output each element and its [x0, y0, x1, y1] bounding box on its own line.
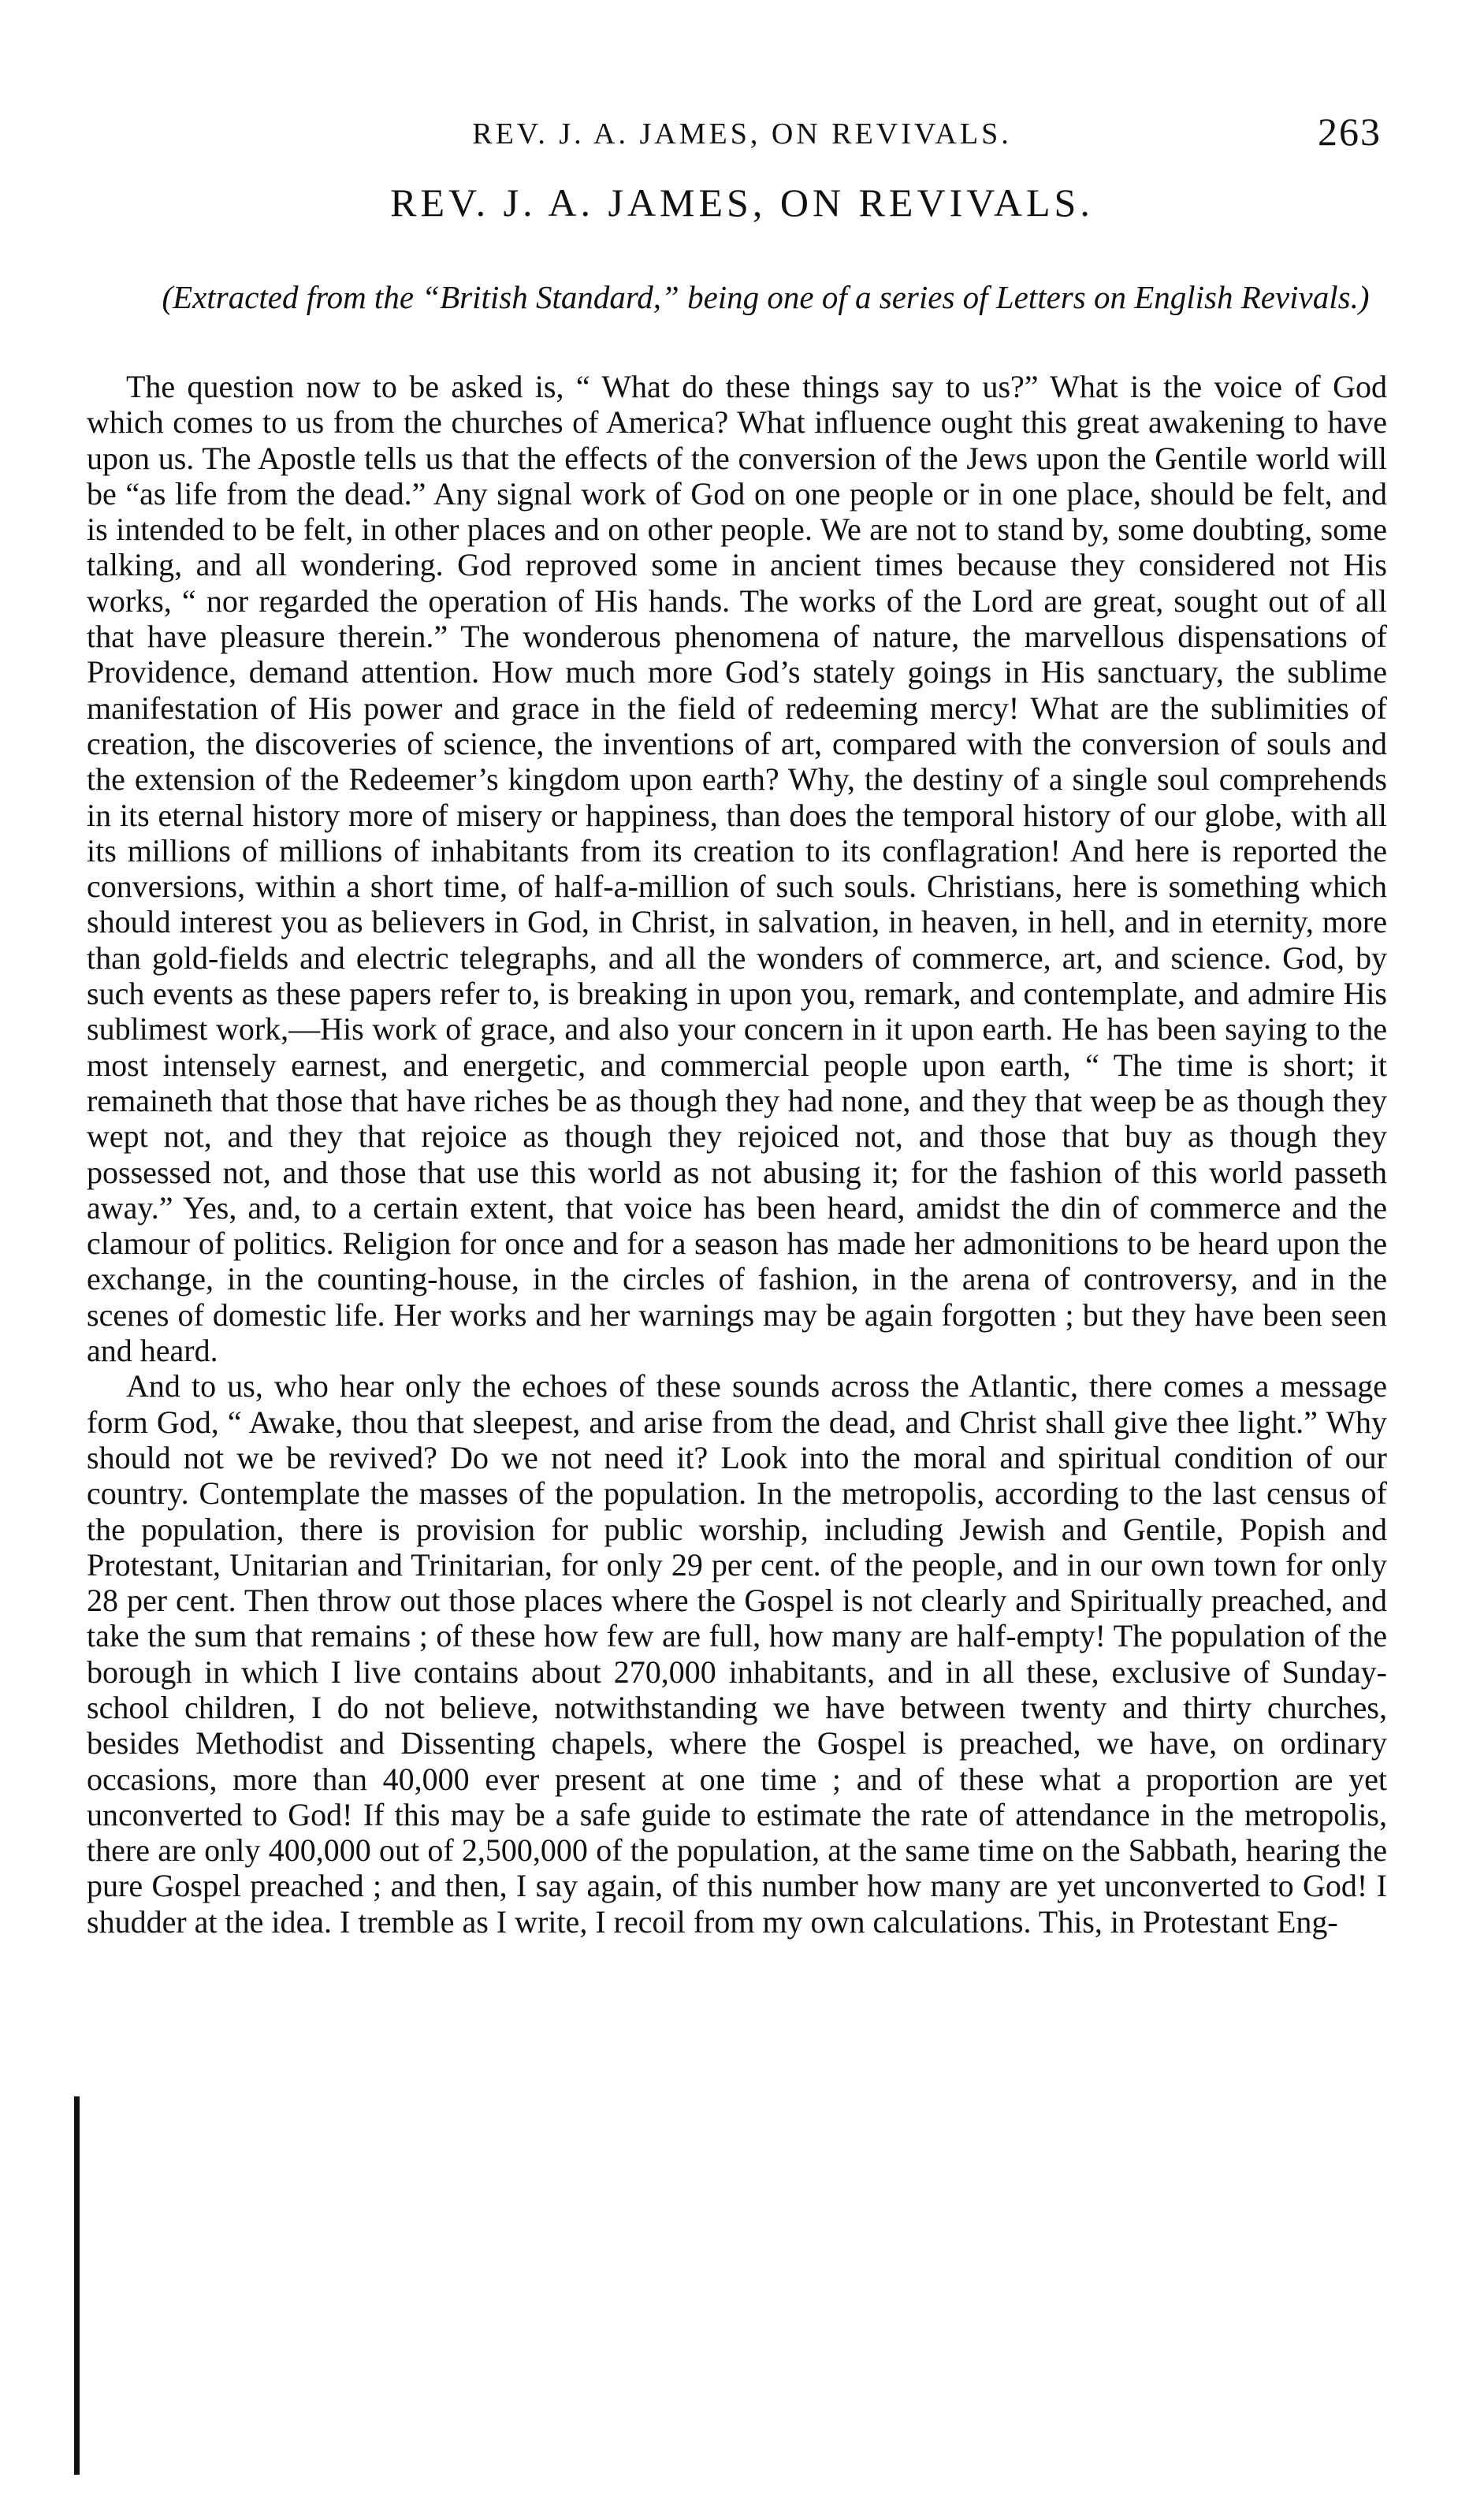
paragraph: And to us, who hear only the echoes of these sounds across the Atlantic, there comes a message form God, “ Awake, thou that sleepest, and arise from the dead, and Christ shall give thee light.” Why should not we be revived? Do we not need it? Look into the moral and spiritual condition of our country. Contemplate the masses of the population. In the metropolis, according to the last census of the population, there is provision for public worship, including Jewish and Gentile, Popish and Protestant, Unitarian and Trinitarian, for only 29 per cent. of the people, and in our own town for only 28 per cent. Then throw out those places where the Gospel is not clearly and Spiritually preached, and take the sum that remains ; of these how few are full, how many are half-empty! The population of the borough in which I live contains about 270,000 inhabitants, and in all these, exclusive of Sunday-school children, I do not believe, notwithstanding we have between twenty and thirty churches, besides Methodist and Dissenting chapels, where the Gospel is preached, we have, on ordinary occasions, more than 40,000 ever present at one time ; and of these what a proportion are yet unconverted to God! If this may be a safe guide to estimate the rate of attendance in the metropolis, there are only 400,000 out of 2,500,000 of the population, at the same time on the Sabbath, hearing the pure Gospel preached ; and then, I say again, of this number how many are yet unconverted to God! I shudder at the idea. I tremble as I write, I recoil from my own calculations. This, in Protestant Eng-: [87, 1368, 1387, 1940]
page-number: 263: [1318, 110, 1382, 154]
article-title: REV. J. A. JAMES, ON REVIVALS.: [390, 180, 1094, 225]
article-body: [87, 369, 1387, 1940]
running-header: [87, 109, 1397, 164]
running-title: REV. J. A. JAMES, ON REVIVALS.: [472, 117, 1012, 151]
margin-rule: [74, 2096, 80, 2475]
paragraph: The question now to be asked is, “ What do these things say to us?” What is the voice of God which comes to us from the churches of America? What influence ought this great awakening to have upon us. The Apostle tells us that the effects of the conversion of the Jews upon the Gentile world will be “as life from the dead.” Any signal work of God on one people or in one place, should be felt, and is intended to be felt, in other places and on other people. We are not to stand by, some doubting, some talking, and all wondering. God reproved some in ancient times because they considered not His works, “ nor regarded the operation of His hands. The works of the Lord are great, sought out of all that have pleasure therein.” The wonderous phenomena of nature, the marvellous dispensations of Providence, demand attention. How much more God’s stately goings in His sanctuary, the sublime manifestation of His power and grace in the field of redeeming mercy! What are the sublimities of creation, the discoveries of science, the inventions of art, compared with the conversion of souls and the extension of the Redeemer’s kingdom upon earth? Why, the destiny of a single soul comprehends in its eternal history more of misery or happiness, than does the temporal history of our globe, with all its millions of millions of inhabitants from its creation to its conflagration! And here is reported the conversions, within a short time, of half-a-million of such souls. Christians, here is something which should interest you as believers in God, in Christ, in salvation, in heaven, in hell, and in eternity, more than gold-fields and electric telegraphs, and all the wonders of commerce, art, and science. God, by such events as these papers refer to, is breaking in upon you, remark, and contemplate, and admire His sublimest work,—His work of grace, and also your concern in it upon earth. He has been saying to the most intensely earnest, and energetic, and commercial people upon earth, “ The time is short; it remaineth that those that have riches be as though they had none, and they that weep be as though they wept not, and they that rejoice as though they rejoiced not, and those that buy as though they possessed not, and those that use this world as not abusing it; for the fashion of this world passeth away.” Yes, and, to a certain extent, that voice has been heard, amidst the din of commerce and the clamour of politics. Religion for once and for a season has made her admonitions to be heard upon the exchange, in the counting-house, in the circles of fashion, in the arena of controversy, and in the scenes of domestic life. Her works and her warnings may be again forgotten ; but they have been seen and heard.: [87, 369, 1387, 1369]
article-subtitle: (Extracted from the “British Standard,” being one of a series of Letters on English Revivals.): [162, 279, 1370, 315]
